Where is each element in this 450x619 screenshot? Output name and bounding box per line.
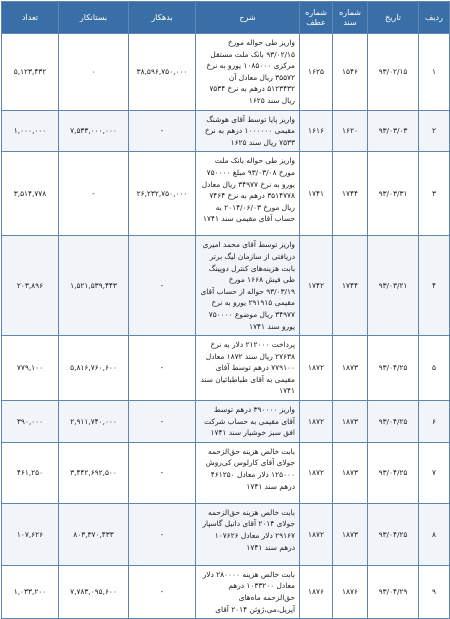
debit-cell: -: [129, 401, 196, 443]
description-cell: واریز ۳۹۰۰۰۰ درهم توسط آقای مقیمی به حساب شرکت افق سبز خوشیار سند ۱۷۴۱: [196, 401, 300, 443]
header-debit: بدهکار: [129, 2, 196, 34]
credit-cell: ۸۰۳,۳۷۰,۴۳۳: [59, 503, 129, 565]
date-cell: ۹۳/۰۴/۲۵: [368, 336, 419, 401]
credit-cell: ۷,۵۳۳,۰۰۰,۰۰۰: [59, 110, 129, 152]
date-cell: ۹۳/۰۳/۳۱: [368, 152, 419, 236]
doc-number-cell: ۱۸۷۳: [333, 503, 368, 565]
date-cell: ۹۳/۰۴/۲۵: [368, 503, 419, 565]
quantity-cell: ۵,۱۲۳,۴۳۲: [2, 34, 59, 111]
debit-cell: -: [129, 503, 196, 565]
quantity-cell: ۳,۵۱۴,۷۷۸: [2, 152, 59, 236]
table-row: [2, 503, 450, 565]
row-number: ۷: [419, 442, 450, 503]
ref-number-cell: ۱۶۲۵: [300, 34, 333, 111]
description-cell: واریز توسط آقای محمد امیری دریافتی از سازمان لیگ برتر بابت هزینه‌های کنترل دوپینگ طی فیش ۱۶۶۸ مورخ ۹۳/۰۳/۱۹ حواله از حساب آقای مقیمی ۲۹۱۹۱۵ یورو به نرخ ۳۴۹۷۷ ریال موضوع ۷۵۰۰۰۰ یورو سند ۱۷۴۱: [196, 236, 300, 336]
doc-number-cell: ۱۷۴۴: [333, 236, 368, 336]
ref-number-cell: ۱۷۴۱: [300, 152, 333, 236]
credit-cell: ۰: [59, 34, 129, 111]
row-number: ۶: [419, 401, 450, 443]
header-ref-number: شماره عطف: [300, 2, 333, 34]
header-credit: بستانکار: [59, 2, 129, 34]
row-number: ۵: [419, 336, 450, 401]
doc-number-cell: ۱۸۷۳: [333, 442, 368, 503]
description-cell: بابت خالص هزینه ۲۸۰۰۰۰ دلار معادل ۱۰۳۳۲۰۰ درهم حق‌الزحمه ماه‌های آپریل،می،ژوئن ۲۰۱۴ آقای: [196, 565, 300, 618]
quantity-cell: ۱,۰۰۰,۰۰۰: [2, 110, 59, 152]
quantity-cell: ۴۶۱,۲۵۰: [2, 442, 59, 503]
header-date: تاریخ: [368, 2, 419, 34]
ref-number-cell: ۱۷۴۲: [300, 236, 333, 336]
debit-cell: -: [129, 110, 196, 152]
ref-number-cell: ۱۸۷۲: [300, 503, 333, 565]
quantity-cell: ۲۰۳,۸۹۶: [2, 236, 59, 336]
header-row: [2, 2, 450, 34]
doc-number-cell: ۱۸۷۶: [333, 565, 368, 618]
doc-number-cell: ۱۸۷۳: [333, 401, 368, 443]
table-row: [2, 236, 450, 336]
table-row: [2, 336, 450, 401]
quantity-cell: ۱,۰۳۳,۲۰۰: [2, 565, 59, 618]
doc-number-cell: ۱۷۴۴: [333, 152, 368, 236]
credit-cell: ۳,۴۴۲,۶۹۲,۵۰۰: [59, 442, 129, 503]
header-row-number: ردیف: [419, 2, 450, 34]
quantity-cell: ۳۹۰,۰۰۰: [2, 401, 59, 443]
table-row: [2, 110, 450, 152]
debit-cell: ۳۸,۵۹۶,۷۵۰,۰۰۰: [129, 34, 196, 111]
ledger-table-container: [1, 1, 449, 614]
table-row: [2, 442, 450, 503]
header-quantity: تعداد: [2, 2, 59, 34]
description-cell: واریز پایا توسط آقای هوشنگ مقیمی ۱۰۰۰۰۰۰ درهم به نرخ ۷۵۳۳ ریال سند ۱۶۲۵: [196, 110, 300, 152]
doc-number-cell: ۱۶۲۰: [333, 110, 368, 152]
credit-cell: ۲,۹۱۱,۷۴۰,۰۰۰: [59, 401, 129, 443]
row-number: ۱: [419, 34, 450, 111]
debit-cell: -: [129, 236, 196, 336]
quantity-cell: ۷۷۹,۱۰۰: [2, 336, 59, 401]
doc-number-cell: ۱۵۴۶: [333, 34, 368, 111]
row-number: ۹: [419, 565, 450, 618]
ref-number-cell: ۱۸۷۲: [300, 336, 333, 401]
description-cell: بابت خالص هزینه حق‌الزحمه جولای آقای کارلوس کی‌روش ۱۲۵۰۰۰ دلار معادل ۴۶۱۲۵۰ درهم سند ۱۷۴۱: [196, 442, 300, 503]
credit-cell: ۷,۷۸۳,۰۹۵,۶۰۰: [59, 565, 129, 618]
credit-cell: ۵,۸۱۶,۷۶۰,۶۰۰: [59, 336, 129, 401]
description-cell: واریز طی حواله مورخ ۹۳/۰۲/۱۵ بانک ملت مستقل مرکزی ۱۰۸۵۰۰۰ یورو به نرخ ۳۵۵۷۲ ریال معادل آن ۵۱۲۳۴۳۲ درهم به نرخ ۷۵۳۴ ریال سند ۱۶۲۵: [196, 34, 300, 111]
ref-number-cell: ۱۸۷۲: [300, 401, 333, 443]
description-cell: بابت خالص هزینه حق‌الزحمه جولای ۲۰۱۴ آقای دانیل گاسپار ۲۹۱۶۷ دلار معادل ۱۰۷۶۲۶ درهم سند ۱۷۴۱: [196, 503, 300, 565]
header-description: شرح: [196, 2, 300, 34]
row-number: ۲: [419, 110, 450, 152]
debit-cell: ۲۶,۲۳۲,۷۵۰,۰۰۰: [129, 152, 196, 236]
table-row: [2, 34, 450, 111]
header-doc-number: شماره سند: [333, 2, 368, 34]
date-cell: ۹۳/۰۲/۱۵: [368, 34, 419, 111]
date-cell: ۹۳/۰۴/۲۵: [368, 442, 419, 503]
debit-cell: -: [129, 442, 196, 503]
quantity-cell: ۱۰۷,۶۲۶: [2, 503, 59, 565]
table-row: [2, 152, 450, 236]
doc-number-cell: ۱۸۷۳: [333, 336, 368, 401]
row-number: ۸: [419, 503, 450, 565]
ledger-table: [1, 1, 450, 619]
debit-cell: -: [129, 565, 196, 618]
date-cell: ۹۳/۰۴/۲۵: [368, 401, 419, 443]
ref-number-cell: ۱۶۱۶: [300, 110, 333, 152]
description-cell: پرداخت ۲۱۲۰۰۰ دلار به نرخ ۲۷۶۳۸ ریال سند ۱۸۷۲ معادل ۷۷۹۱۰۰ درهم توسط آقای مقیمی به آقای طباطبائیان سند ۱۷۴۱: [196, 336, 300, 401]
ref-number-cell: ۱۸۷۲: [300, 442, 333, 503]
credit-cell: ۱,۵۲۱,۵۳۹,۴۴۳: [59, 236, 129, 336]
table-row: [2, 565, 450, 618]
row-number: ۴: [419, 236, 450, 336]
date-cell: ۹۳/۰۳/۲۱: [368, 236, 419, 336]
debit-cell: -: [129, 336, 196, 401]
date-cell: ۹۳/۰۴/۲۹: [368, 565, 419, 618]
date-cell: ۹۳/۰۳/۰۳: [368, 110, 419, 152]
row-number: ۳: [419, 152, 450, 236]
ref-number-cell: ۱۸۷۶: [300, 565, 333, 618]
credit-cell: -: [59, 152, 129, 236]
description-cell: واریز طی حواله بانک ملت مورخ ۹۳/۰۳/۰۸ مبلغ ۷۵۰۰۰۰ یورو به نرخ ۳۴۹۷۷ ریال معادل ۳۵۱۴۷۷۸ درهم به نرخ ۷۴۶۴ ریال مورخ ۲۰۱۴/۰۶/۰۳ به حساب آقای مقیمی سند ۱۷۴۱: [196, 152, 300, 236]
table-row: [2, 401, 450, 443]
